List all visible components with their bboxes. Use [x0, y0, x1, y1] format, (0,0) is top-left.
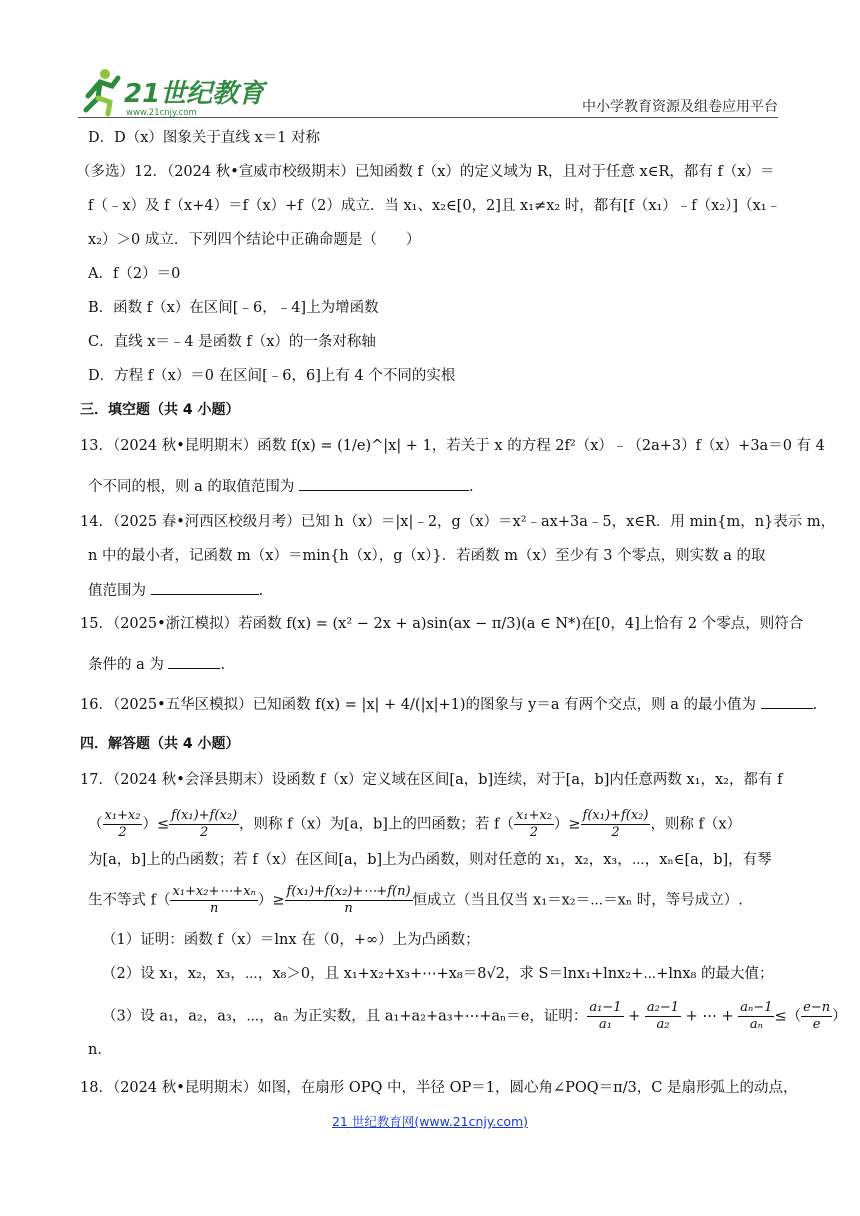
- text-part: 恒成立（当且仅当 x₁＝x₂＝⋯＝xₙ 时，等号成立）.: [412, 892, 743, 909]
- question-15-line1: 15．（2025•浙江模拟）若函数 f(x) = (x² − 2x + a)sin(ax − π/3)(a ∈ N*)在[0，4]上恰有 2 个零点，则符合: [80, 616, 804, 632]
- answer-blank-15: [168, 654, 220, 669]
- question-13-line2: 个不同的根，则 a 的取值范围为 .: [88, 476, 474, 497]
- question-12-line1: （多选）12．（2024 秋•宣威市校级期末）已知函数 f（x）的定义域为 R，且对于任意 x∈R，都有 f（x）＝: [76, 164, 775, 180]
- question-14-line1: 14．（2025 春•河西区校级月考）已知 h（x）＝|x|﹣2，g（x）＝x²﹣ax+3a﹣5，x∈R．用 min{m，n}表示 m，: [80, 514, 836, 530]
- fraction-numerator: a₁−1: [589, 1000, 622, 1015]
- text-part: ）≤: [142, 816, 170, 833]
- fraction-midpoint: [514, 808, 554, 841]
- fraction-denominator: n: [344, 901, 353, 916]
- fraction-denominator: 2: [529, 825, 539, 840]
- question-17-line4: [88, 884, 743, 917]
- fraction-jensen-left: [170, 884, 257, 917]
- fraction-denominator: 2: [118, 825, 127, 840]
- page-header: [78, 66, 778, 120]
- fraction-a1: [587, 1000, 623, 1033]
- question-13-line1: 13．（2024 秋•昆明期末）函数 f(x) = (1/e)^|x| + 1，若关于 x 的方程 2f²（x）﹣（2a+3）f（x）+3a＝0 有 4: [80, 438, 825, 454]
- question-17-line3: 为[a，b]上的凸函数；若 f（x）在区间[a，b]上为凸函数，则对任意的 x₁，x₂，x₃，⋯，xₙ∈[a，b]，有琴: [88, 852, 772, 868]
- question-14-line2: n 中的最小者，记函数 m（x）＝min{h（x），g（x）}．若函数 m（x）至少有 3 个零点，则实数 a 的取: [88, 548, 766, 564]
- brand-logo: [78, 66, 278, 120]
- text-part: 生不等式 f（: [88, 892, 171, 909]
- question-14-line3: 值范围为 .: [88, 580, 263, 601]
- fraction-denominator: 2: [611, 825, 620, 840]
- question-12-option-c: C．直线 x＝﹣4 是函数 f（x）的一条对称轴: [88, 334, 376, 350]
- question-17-part3-end: n．: [88, 1042, 112, 1058]
- answer-blank-16: [761, 694, 813, 709]
- question-16-line: 16．（2025•五华区模拟）已知函数 f(x) = |x| + 4/(|x|+1)的图象与 y＝a 有两个交点，则 a 的最小值为 .: [80, 694, 817, 715]
- fraction-numerator: f(x₁)+f(x₂): [582, 808, 649, 823]
- fraction-numerator: x₁+x₂: [515, 808, 552, 823]
- fraction-numerator: f(x₁)+f(x₂): [171, 808, 238, 823]
- question-12-option-b: B．函数 f（x）在区间[﹣6，﹣4]上为增函数: [88, 300, 379, 316]
- question-17-line2: [88, 808, 741, 841]
- text-part: （: [88, 816, 103, 833]
- text-part: ，则称 f（x）为[a，b]上的凹函数；若 f（: [239, 816, 514, 833]
- question-13-text: 个不同的根，则 a 的取值范围为: [88, 479, 295, 495]
- text-part: ）≥: [257, 892, 285, 909]
- brand-text: 21世纪教育: [124, 79, 265, 109]
- text-part: ）: [832, 1008, 847, 1025]
- answer-blank-13: [299, 476, 469, 491]
- question-15-text: 条件的 a 为: [88, 657, 164, 673]
- fraction-midpoint: [103, 808, 143, 841]
- text-part: （3）设 a₁，a₂，a₃，⋯，aₙ 为正实数，且 a₁+a₂+a₃+⋯+aₙ＝e，证明：: [102, 1008, 588, 1025]
- fraction-numerator: a₂−1: [646, 1000, 680, 1015]
- text-part: ）≥: [553, 816, 581, 833]
- fraction-e-n: [801, 1000, 832, 1033]
- fraction-denominator: a₂: [656, 1017, 670, 1032]
- fraction-average: [581, 808, 651, 841]
- question-15-line2: 条件的 a 为 .: [88, 654, 225, 675]
- question-12-option-a: A．f（2）＝0: [88, 266, 181, 282]
- question-12-line2: f（﹣x）及 f（x+4）＝f（x）+f（2）成立．当 x₁、x₂∈[0，2]且 x₁≠x₂ 时，都有[f（x₁）﹣f（x₂）]（x₁﹣: [88, 198, 782, 214]
- fraction-numerator: f(x₁)+f(x₂)+⋯+f(n): [286, 884, 411, 899]
- brand-url: www.21cnjy.com: [126, 108, 197, 118]
- question-17-part1: （1）证明：函数 f（x）＝lnx 在（0，+∞）上为凸函数；: [102, 932, 480, 948]
- fraction-an: [738, 1000, 774, 1033]
- fraction-average: [169, 808, 239, 841]
- fraction-jensen-right: [285, 884, 413, 917]
- question-18-line1: 18．（2024 秋•昆明期末）如图，在扇形 OPQ 中，半径 OP＝1，圆心角∠POQ＝π/3，C 是扇形弧上的动点，: [80, 1080, 798, 1096]
- fraction-denominator: n: [209, 901, 219, 916]
- fraction-a2: [645, 1000, 681, 1033]
- question-12-option-d: D．方程 f（x）＝0 在区间[﹣6，6]上有 4 个不同的实根: [88, 368, 456, 384]
- question-17-line1: 17．（2024 秋•会泽县期末）设函数 f（x）定义域在区间[a，b]连续，对于[a，b]内任意两数 x₁，x₂，都有 f: [80, 772, 783, 788]
- text-part: ，则称 f（x）: [650, 816, 742, 833]
- text-part: ≤（: [774, 1008, 802, 1025]
- fraction-denominator: e: [812, 1017, 821, 1032]
- question-17-part3: （3）设 a₁，a₂，a₃，⋯，aₙ 为正实数，且 a₁+a₂+a₃+⋯+aₙ＝e，证明： $\frac{\text{a₁−1}}{\text{a₁}}$ + $\frac{\text{a₂−1}}{\text{a₂}}$ + ⋯ + $\frac{\text{aₙ−1}}{\text{aₙ}}$ ≤（ $\frac{e-n}{e}$ ）: [102, 1000, 847, 1032]
- fraction-numerator: x₁+x₂+⋯+xₙ: [172, 884, 256, 899]
- option-d-prev: D．D（x）图象关于直线 x＝1 对称: [88, 130, 321, 146]
- answer-blank-14: [151, 580, 259, 595]
- question-16-text: 16．（2025•五华区模拟）已知函数 f(x) = |x| + 4/(|x|+1)的图象与 y＝a 有两个交点，则 a 的最小值为: [80, 697, 756, 713]
- header-divider: [78, 117, 778, 118]
- question-12-line3: x₂）＞0 成立．下列四个结论中正确命题是（ ）: [88, 232, 421, 248]
- fraction-numerator: x₁+x₂: [104, 808, 141, 823]
- fraction-numerator: aₙ−1: [740, 1000, 773, 1015]
- footer-link[interactable]: 21 世纪教育网(www.21cnjy.com): [331, 1114, 529, 1129]
- fraction-denominator: 2: [199, 825, 209, 840]
- runner-logo-icon: [78, 66, 278, 120]
- section-3-heading: 三．填空题（共 4 小题）: [80, 402, 240, 418]
- question-14-text: 值范围为: [88, 583, 146, 599]
- fraction-denominator: aₙ: [749, 1017, 763, 1032]
- section-4-heading: 四．解答题（共 4 小题）: [80, 736, 240, 752]
- fraction-numerator: e−n: [803, 1000, 831, 1015]
- platform-name: 中小学教育资源及组卷应用平台: [582, 99, 778, 115]
- question-17-part2: （2）设 x₁，x₂，x₃，⋯，x₈＞0，且 x₁+x₂+x₃+⋯+x₈＝8√2，求 S＝lnx₁+lnx₂+⋯+lnx₈ 的最大值；: [102, 966, 774, 982]
- fraction-denominator: a₁: [598, 1017, 612, 1032]
